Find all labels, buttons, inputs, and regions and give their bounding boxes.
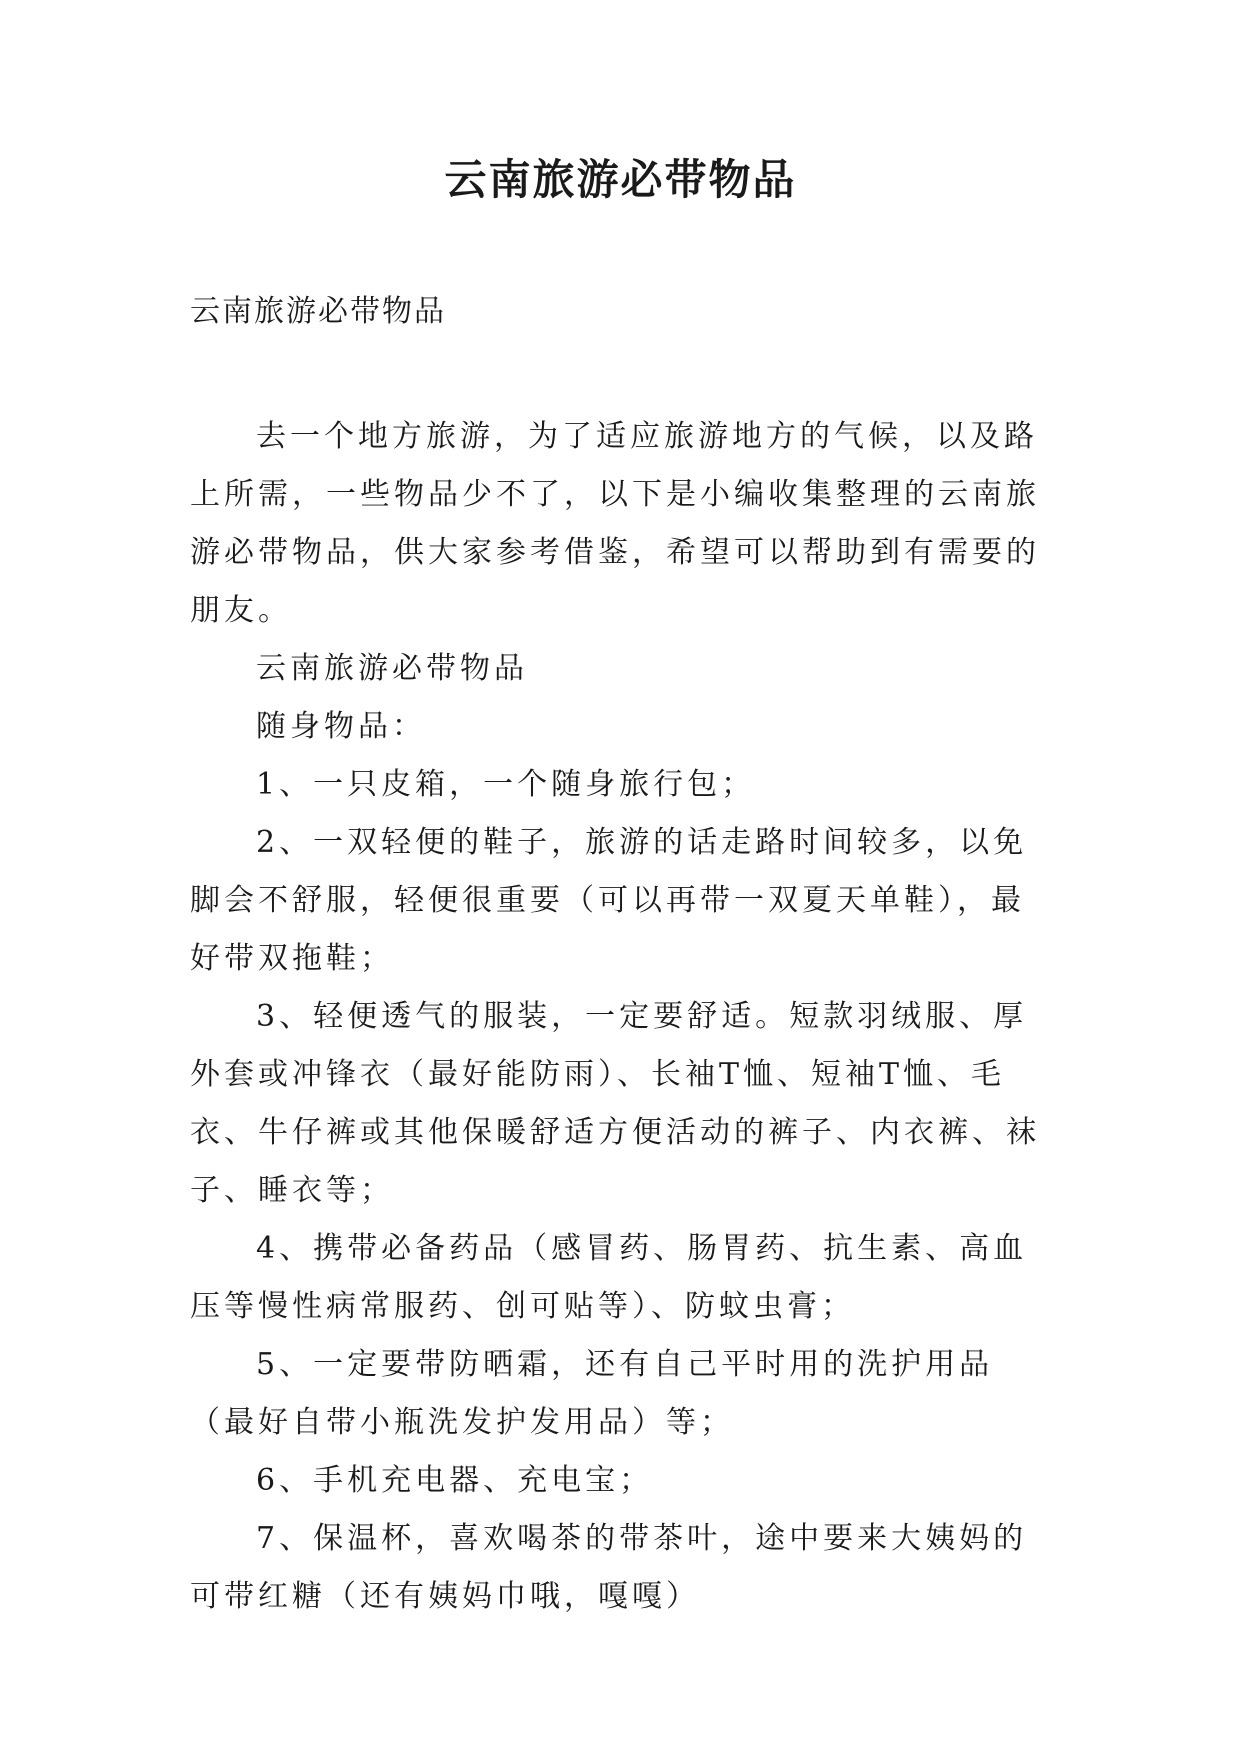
list-item: 7、保温杯，喜欢喝茶的带茶叶，途中要来大姨妈的可带红糖（还有姨妈巾哦，嘎嘎）: [190, 1521, 1028, 1614]
list-item: 2、一双轻便的鞋子，旅游的话走路时间较多，以免脚会不舒服，轻便很重要（可以再带一双夏天单鞋），最好带双拖鞋；: [190, 825, 1028, 976]
list-item: 4、携带必备药品（感冒药、肠胃药、抗生素、高血压等慢性病常服药、创可贴等）、防蚊虫膏；: [190, 1231, 1028, 1324]
list-item: 5、一定要带防晒霜，还有自己平时用的洗护用品（最好自带小瓶洗发护发用品）等；: [190, 1347, 994, 1440]
list-item: 6、手机充电器、充电宝；: [256, 1463, 654, 1498]
list-heading: 随身物品：: [256, 709, 426, 744]
document-body: [190, 408, 1058, 1626]
document-subtitle: 云南旅游必带物品: [190, 294, 446, 329]
section-heading: 云南旅游必带物品: [256, 651, 528, 686]
document-title: 云南旅游必带物品: [444, 155, 797, 204]
list-item: 1、一只皮箱，一个随身旅行包；: [256, 767, 756, 802]
list-item: 3、轻便透气的服装，一定要舒适。短款羽绒服、厚外套或冲锋衣（最好能防雨）、长袖T恤、短袖T恤、毛衣、牛仔裤或其他保暖舒适方便活动的裤子、内衣裤、袜子、睡衣等；: [190, 999, 1040, 1208]
intro-paragraph: 去一个地方旅游，为了适应旅游地方的气候，以及路上所需，一些物品少不了，以下是小编收集整理的云南旅游必带物品，供大家参考借鉴，希望可以帮助到有需要的朋友。: [190, 419, 1040, 628]
